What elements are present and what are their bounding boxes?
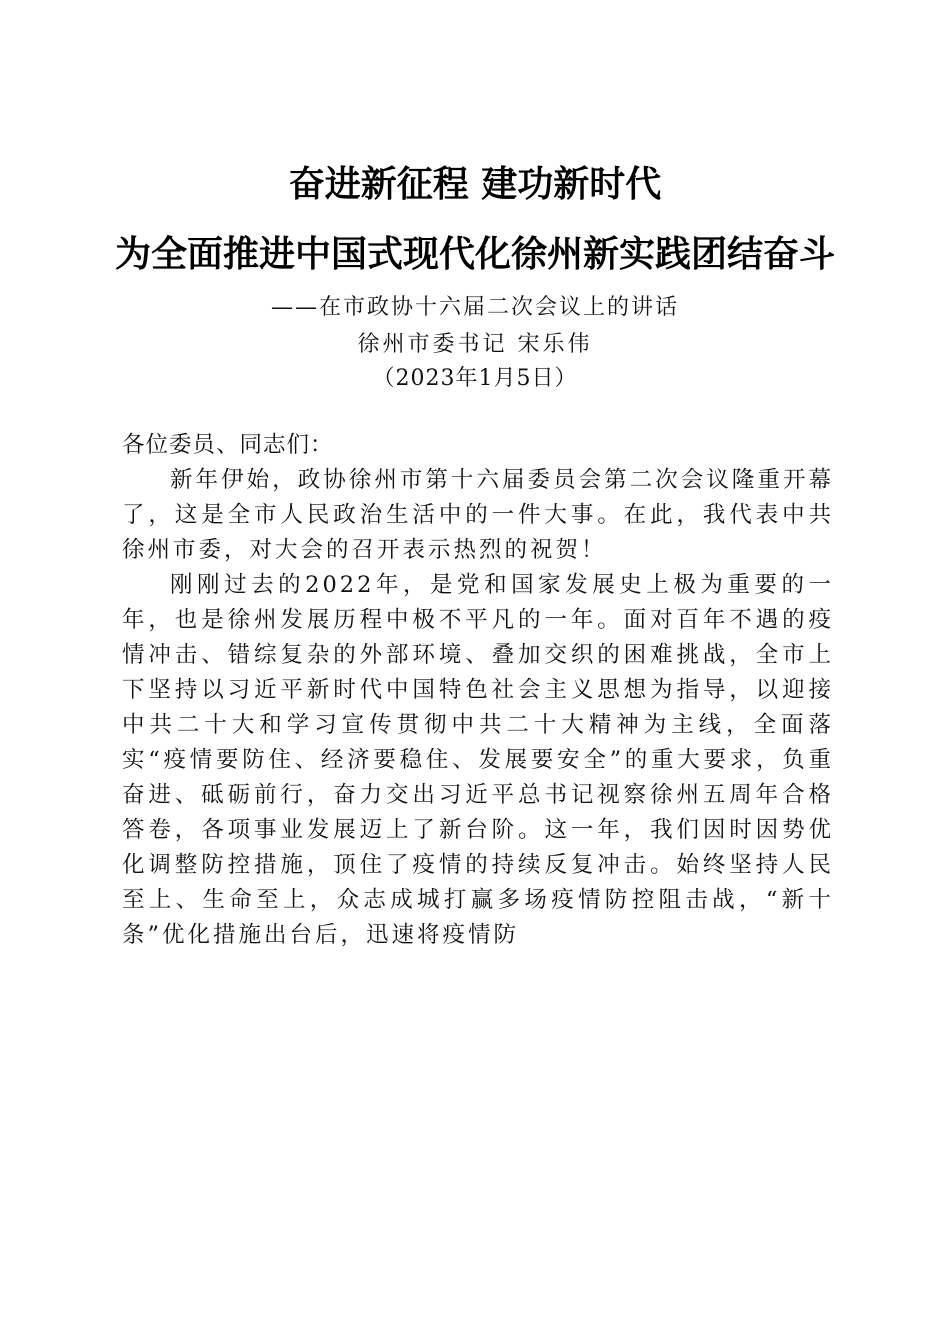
- subtitle: ——在市政协十六届二次会议上的讲话: [270, 295, 679, 320]
- paragraph-2: 刚刚过去的2022年，是党和国家发展史上极为重要的一年，也是徐州发展历程中极不平凡的一年。面对百年不遇的疫情冲击、错综复杂的外部环境、叠加交织的困难挑战，全市上下坚持以习近平新时代中国特色社会主义思想为指导，以迎接中共二十大和学习宣传贯彻中共二十大精神为主线，全面落实“疫情要防住、经济要稳住、发展要安全”的重大要求，负重奋进、砥砺前行，奋力交出习近平总书记视察徐州五周年合格答卷，各项事业发展迈上了新台阶。这一年，我们因时因势优化调整防控措施，顶住了疫情的持续反复冲击。始终坚持人民至上、生命至上，众志成城打赢多场疫情防控阻击战，“新十条”优化措施出台后，迅速将疫情防: [122, 572, 834, 948]
- author-line: 徐州市委书记 宋乐伟: [357, 332, 593, 357]
- title-line-2: 为全面推进中国式现代化徐州新实践团结奋斗: [114, 233, 835, 275]
- title-line-1: 奋进新征程 建功新时代: [288, 163, 662, 205]
- salutation: 各位委员、同志们：: [122, 432, 334, 458]
- speech-body: [122, 428, 834, 953]
- speech-date: （2023年1月5日）: [372, 366, 578, 391]
- paragraph-1: 新年伊始，政协徐州市第十六届委员会第二次会议隆重开幕了，这是全市人民政治生活中的一件大事。在此，我代表中共徐州市委，对大会的召开表示热烈的祝贺！: [122, 467, 834, 563]
